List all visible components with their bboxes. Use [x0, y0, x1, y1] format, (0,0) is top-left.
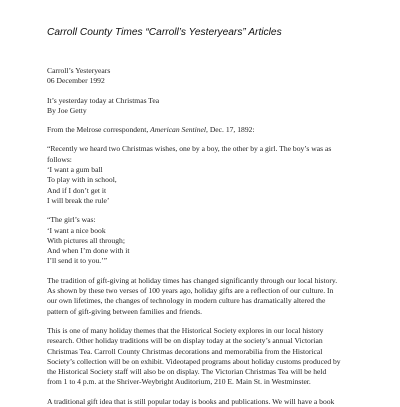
- girl-poem-line: And when I’m done with it: [47, 246, 130, 256]
- paragraph-line: the Historical Society staff will also be on display. The Victorian Christmas Tea will be held: [47, 367, 327, 377]
- source-prefix: From the Melrose correspondent,: [47, 125, 151, 135]
- source-line: [47, 125, 377, 135]
- article-body: [47, 66, 377, 407]
- paragraph-line: research. Other holiday traditions will be on display today at the society’s annual Victorian: [47, 336, 323, 346]
- column-name: Carroll’s Yesteryears: [47, 66, 111, 75]
- paragraph-line: A traditional gift idea that is still popular today is books and publications. We will have a book: [47, 396, 335, 406]
- article-date: 06 December 1992: [47, 76, 105, 86]
- girl-poem-line: ‘I want a nice book: [47, 225, 106, 235]
- girl-poem-line: I’ll send it to you.’”: [47, 256, 108, 266]
- article-byline: By Joe Getty: [47, 105, 87, 115]
- source-suffix: , Dec. 17, 1892:: [206, 125, 255, 135]
- paragraph-line: Society’s collection will be on exhibit. Videotaped programs about holiday customs produced by: [47, 356, 341, 366]
- source-publication: American Sentinel: [150, 125, 207, 135]
- boy-poem-line: And if I don’t get it: [47, 185, 107, 195]
- girl-intro: “The girl’s was:: [47, 215, 96, 225]
- paragraph-line: As shown by these two verses of 100 years ago, holiday gifts are a reflection of our culture. In: [47, 286, 334, 296]
- girl-poem-line: With pictures all through;: [47, 235, 125, 245]
- page-header: Carroll County Times “Carroll’s Yesteryears” Articles: [47, 27, 282, 38]
- paragraph-line: The tradition of gift-giving at holiday times has changed significantly through our local history.: [47, 275, 338, 285]
- intro-line: follows:: [47, 154, 72, 164]
- boy-poem-line: I will break the rule’: [47, 195, 110, 205]
- paragraph-line: Christmas Tea. Carroll County Christmas decorations and memorabilia from the Historical: [47, 346, 323, 356]
- paragraph-line: from 1 to 4 p.m. at the Shriver-Weybright Auditorium, 210 E. Main St. in Westminster.: [47, 377, 311, 387]
- paragraph-line: our own lifetimes, the changes of technology in modern culture has dramatically altered the: [47, 296, 326, 306]
- paragraph-line: pattern of gift-giving between families and friends.: [47, 306, 202, 316]
- boy-poem-line: To play with in school,: [47, 175, 117, 185]
- paragraph-line: This is one of many holiday themes that the Historical Society explores in our local history: [47, 325, 324, 335]
- boy-poem-line: ‘I want a gum ball: [47, 165, 103, 175]
- article-title: It’s yesterday today at Christmas Tea: [47, 95, 160, 105]
- intro-line: “Recently we heard two Christmas wishes, one by a boy, the other by a girl. The boy’s was as: [47, 144, 332, 154]
